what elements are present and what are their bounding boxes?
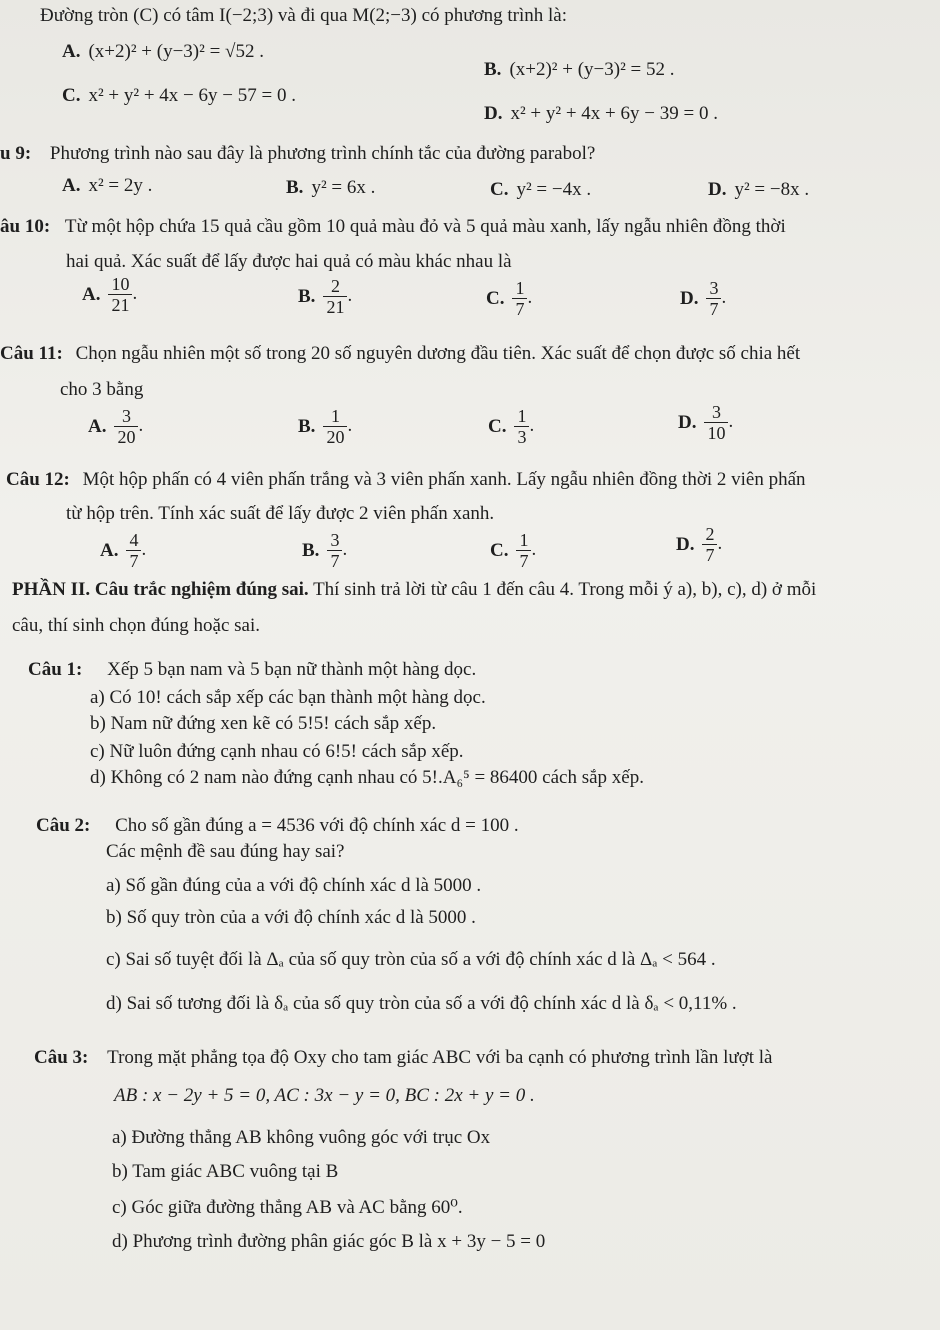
fraction xyxy=(514,406,529,447)
q12-stem-line1 xyxy=(6,468,806,492)
q12-option-a: A. $\frac{4}{7}$ . xyxy=(100,530,147,572)
q8-option-d xyxy=(484,102,718,126)
option-label: C. xyxy=(486,287,505,309)
numerator: 3 xyxy=(709,278,719,299)
question-number: Câu 11: xyxy=(0,343,63,364)
numerator: 1 xyxy=(517,406,527,427)
p3-item-d: d) Phương trình đường phân giác góc B là x + 3y − 5 = 0 xyxy=(112,1231,546,1252)
question-stem: Một hộp phấn có 4 viên phấn trắng và 3 viên phấn xanh. Lấy ngẫu nhiên đồng thời 2 viên phấn xyxy=(82,469,806,490)
numerator: 3 xyxy=(121,406,131,427)
denominator: 7 xyxy=(512,298,527,319)
option-label: A. xyxy=(62,175,81,196)
fraction xyxy=(516,530,531,571)
fraction xyxy=(512,278,527,319)
fraction xyxy=(114,406,138,447)
denominator: 20 xyxy=(323,426,347,447)
question-number: Câu 3: xyxy=(34,1047,89,1068)
option-text: x² = 2y . xyxy=(88,175,153,196)
option-label: B. xyxy=(484,59,502,80)
q12-stem-line2: từ hộp trên. Tính xác suất để lấy được 2 viên phấn xanh. xyxy=(66,503,495,524)
q9-option-d xyxy=(708,178,809,202)
numerator: 10 xyxy=(111,274,130,295)
denominator: 7 xyxy=(702,544,717,565)
option-label: B. xyxy=(298,285,316,307)
q11-option-b: B. $\frac{1}{20}$ . xyxy=(298,406,353,448)
q12-option-c: C. $\frac{1}{7}$ . xyxy=(490,530,537,572)
question-number: âu 10: xyxy=(0,216,51,237)
q12-option-b: B. $\frac{3}{7}$ . xyxy=(302,530,348,572)
p2-item-d: d) Sai số tương đối là δₐ của số quy tròn của số a với độ chính xác d là δₐ < 0,11% . xyxy=(106,993,737,1014)
q9-option-a xyxy=(62,174,152,198)
question-stem: Trong mặt phẳng tọa độ Oxy cho tam giác ABC với ba cạnh có phương trình lần lượt là xyxy=(107,1047,773,1068)
q8-stem: Đường tròn (C) có tâm I(−2;3) và đi qua M(2;−3) có phương trình là: xyxy=(40,5,567,26)
numerator: 3 xyxy=(711,402,721,423)
numerator: 2 xyxy=(330,276,340,297)
numerator: 4 xyxy=(129,530,139,551)
question-stem: Cho số gần đúng a = 4536 với độ chính xác d = 100 . xyxy=(115,815,519,836)
numerator: 1 xyxy=(519,530,529,551)
fraction xyxy=(706,278,721,319)
question-stem: Chọn ngẫu nhiên một số trong 20 số nguyên dương đầu tiên. Xác suất để chọn được số chia hết xyxy=(75,343,801,364)
p1-item-c: c) Nữ luôn đứng cạnh nhau có 6!5! cách sắp xếp. xyxy=(90,741,464,762)
fraction xyxy=(126,530,141,571)
q12-option-d: D. $\frac{2}{7}$ . xyxy=(676,524,723,566)
q10-stem-line2: hai quả. Xác suất để lấy được hai quả có màu khác nhau là xyxy=(66,251,512,272)
q9-option-b xyxy=(286,176,375,200)
fraction xyxy=(323,406,347,447)
option-label: B. xyxy=(286,177,304,198)
denominator: 7 xyxy=(706,298,721,319)
q8-option-b xyxy=(484,58,675,82)
option-text: y² = −4x . xyxy=(516,179,592,200)
p1-item-a: a) Có 10! cách sắp xếp các bạn thành một hàng dọc. xyxy=(90,687,486,708)
denominator: 21 xyxy=(108,294,132,315)
question-number: Câu 2: xyxy=(36,815,91,836)
fraction xyxy=(702,524,717,565)
option-label: B. xyxy=(298,415,316,437)
p3-stem-line xyxy=(34,1046,772,1070)
option-label: C. xyxy=(62,85,81,106)
denominator: 7 xyxy=(126,550,141,571)
p2-stem-line2: Các mệnh đề sau đúng hay sai? xyxy=(106,841,345,862)
option-text: x² + y² + 4x + 6y − 39 = 0 . xyxy=(510,103,718,124)
p3-item-c: c) Góc giữa đường thẳng AB và AC bằng 60⁰. xyxy=(112,1197,463,1218)
question-number: u 9: xyxy=(0,143,32,164)
option-label: C. xyxy=(490,179,509,200)
option-text: (x+2)² + (y−3)² = 52 . xyxy=(509,59,675,80)
p1-item-d: d) Không có 2 nam nào đứng cạnh nhau có 5!.A₆⁵ = 86400 cách sắp xếp. xyxy=(90,767,644,788)
q11-option-c: C. $\frac{1}{3}$ . xyxy=(488,406,535,448)
q11-option-d: D. $\frac{3}{10}$ . xyxy=(678,402,734,444)
option-label: D. xyxy=(680,287,699,309)
numerator: 3 xyxy=(330,530,340,551)
numerator: 1 xyxy=(515,278,525,299)
option-text: (x+2)² + (y−3)² = √52 . xyxy=(88,41,264,62)
numerator: 2 xyxy=(705,524,715,545)
p3-stem-line2: AB : x − 2y + 5 = 0, AC : 3x − y = 0, BC : 2x + y = 0 . xyxy=(114,1085,535,1106)
option-label: A. xyxy=(88,415,107,437)
p2-stem-line xyxy=(36,814,519,838)
fraction xyxy=(108,274,132,315)
part2-instructions: Thí sinh trả lời từ câu 1 đến câu 4. Trong mỗi ý a), b), c), d) ở mỗi xyxy=(308,579,817,600)
p2-item-c: c) Sai số tuyệt đối là Δₐ của số quy tròn của số a với độ chính xác d là Δₐ < 564 . xyxy=(106,949,716,970)
question-stem: Từ một hộp chứa 15 quả cầu gồm 10 quả màu đỏ và 5 quả màu xanh, lấy ngẫu nhiên đồng thời xyxy=(64,216,786,237)
q8-option-c xyxy=(62,84,296,108)
q8-option-a xyxy=(62,40,264,64)
fraction xyxy=(327,530,342,571)
p2-item-b: b) Số quy tròn của a với độ chính xác d là 5000 . xyxy=(106,907,476,928)
option-text: y² = −8x . xyxy=(734,179,810,200)
q10-option-a: A. $\frac{10}{21}$ . xyxy=(82,274,138,316)
q11-stem-line2: cho 3 bằng xyxy=(60,379,144,400)
denominator: 21 xyxy=(323,296,347,317)
option-label: D. xyxy=(676,533,695,555)
q10-option-d: D. $\frac{3}{7}$ . xyxy=(680,278,727,320)
p1-item-b: b) Nam nữ đứng xen kẽ có 5!5! cách sắp xếp. xyxy=(90,713,437,734)
option-label: D. xyxy=(708,179,727,200)
part2-instructions-line2: câu, thí sinh chọn đúng hoặc sai. xyxy=(12,615,261,636)
p2-item-a: a) Số gần đúng của a với độ chính xác d là 5000 . xyxy=(106,875,482,896)
p3-item-a: a) Đường thẳng AB không vuông góc với trục Ox xyxy=(112,1127,491,1148)
denominator: 7 xyxy=(327,550,342,571)
question-number: Câu 1: xyxy=(28,659,83,680)
denominator: 7 xyxy=(516,550,531,571)
q11-option-a: A. $\frac{3}{20}$ . xyxy=(88,406,144,448)
option-label: A. xyxy=(62,41,81,62)
option-text: x² + y² + 4x − 6y − 57 = 0 . xyxy=(88,85,296,106)
question-stem: Phương trình nào sau đây là phương trình chính tắc của đường parabol? xyxy=(49,143,596,164)
p3-item-b: b) Tam giác ABC vuông tại B xyxy=(112,1161,339,1182)
option-label: C. xyxy=(490,539,509,561)
q10-option-b: B. $\frac{2}{21}$ . xyxy=(298,276,353,318)
part2-header xyxy=(12,578,816,602)
fraction xyxy=(323,276,347,317)
question-stem: Xếp 5 bạn nam và 5 bạn nữ thành một hàng dọc. xyxy=(107,659,477,680)
option-text: y² = 6x . xyxy=(311,177,376,198)
option-label: B. xyxy=(302,539,320,561)
option-label: D. xyxy=(678,411,697,433)
denominator: 20 xyxy=(114,426,138,447)
option-label: A. xyxy=(82,283,101,305)
fraction xyxy=(704,402,728,443)
q11-stem-line1 xyxy=(0,342,800,366)
q10-stem-line1 xyxy=(0,215,786,239)
q10-option-c: C. $\frac{1}{7}$ . xyxy=(486,278,533,320)
part2-title: PHẦN II. Câu trắc nghiệm đúng sai. xyxy=(12,579,309,600)
option-label: D. xyxy=(484,103,503,124)
question-number: Câu 12: xyxy=(6,469,70,490)
denominator: 10 xyxy=(704,422,728,443)
numerator: 1 xyxy=(330,406,340,427)
p1-stem-line xyxy=(28,658,476,682)
denominator: 3 xyxy=(514,426,529,447)
option-label: A. xyxy=(100,539,119,561)
q9-option-c xyxy=(490,178,591,202)
option-label: C. xyxy=(488,415,507,437)
q9-stem-line xyxy=(0,142,595,166)
